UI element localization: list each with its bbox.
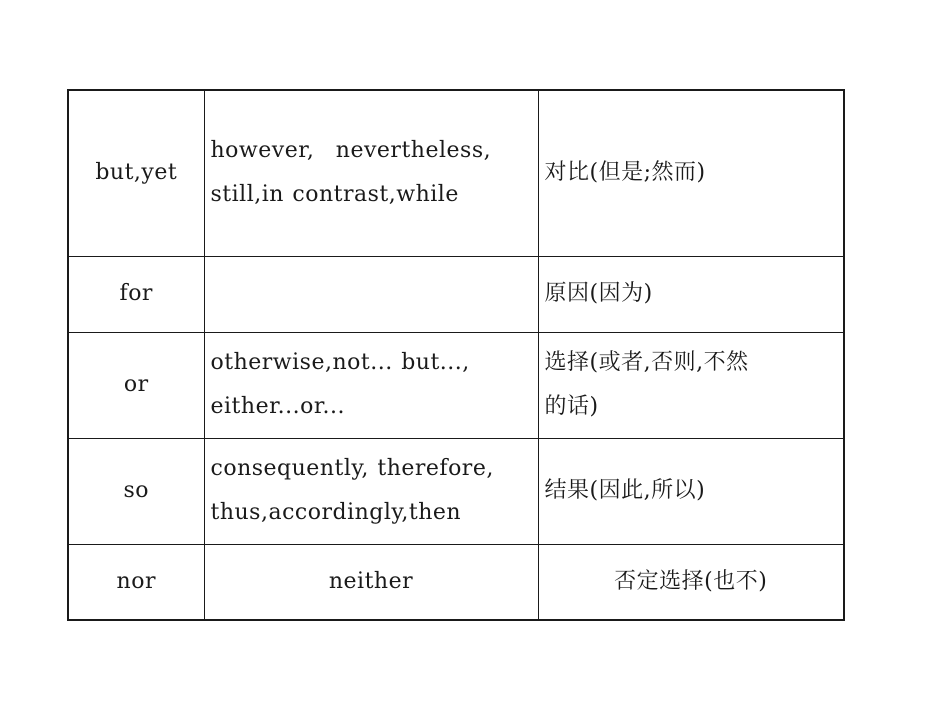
adverb-cell (204, 256, 538, 332)
adverb-line: either...or... (210, 394, 345, 419)
adverb-line: neither (328, 568, 414, 594)
meaning-cell (538, 332, 844, 438)
adverb-cell (204, 332, 538, 438)
meaning-line: 的话) (544, 394, 599, 419)
meaning-cell (538, 544, 844, 620)
adverb-cell (204, 438, 538, 544)
meaning-line: 否定选择(也不) (614, 568, 768, 594)
meaning-line: 选择(或者,否则,不然 (544, 350, 749, 375)
table-row (68, 256, 844, 332)
table-row (68, 90, 844, 256)
conjunction-cell: for (68, 256, 204, 332)
adverb-line: consequently, therefore, (210, 456, 494, 481)
adverb-line: otherwise,not... but..., (210, 350, 470, 375)
meaning-cell (538, 438, 844, 544)
adverb-cell (204, 544, 538, 620)
conjunction-cell: but,yet (68, 90, 204, 256)
meaning-cell (538, 90, 844, 256)
conjunction-cell: or (68, 332, 204, 438)
meaning-cell (538, 256, 844, 332)
table-row (68, 332, 844, 438)
conjunction-table (67, 89, 845, 621)
adverb-line: thus,accordingly,then (210, 500, 462, 525)
table-row (68, 438, 844, 544)
adverb-cell (204, 90, 538, 256)
meaning-line: 结果(因此,所以) (544, 478, 706, 503)
conjunction-cell: nor (68, 544, 204, 620)
adverb-line: however, nevertheless, (210, 138, 492, 164)
meaning-line: 对比(但是;然而) (544, 160, 706, 186)
meaning-line: 原因(因为) (544, 281, 653, 306)
table-row (68, 544, 844, 620)
conjunction-cell: so (68, 438, 204, 544)
adverb-line: still,in contrast,while (210, 182, 459, 208)
